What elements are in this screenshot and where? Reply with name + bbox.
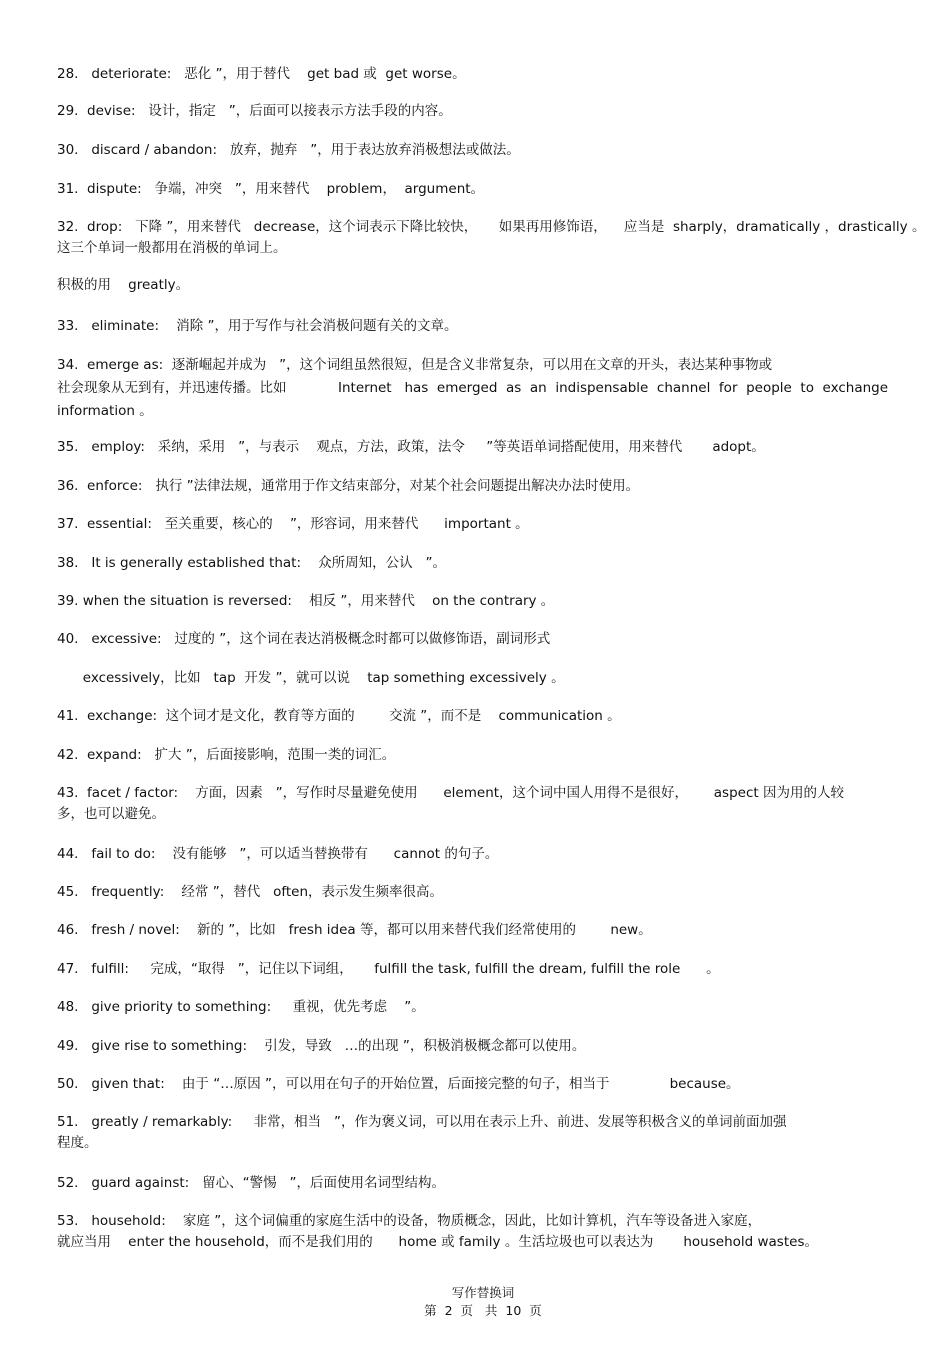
entry-item <box>57 844 907 865</box>
entry-line: information 。 <box>57 403 153 419</box>
entry-line: 47. fulfill: 完成，“取得 ”，记住以下词组， fulfill the task, fulfill the dream, fulfill the role 。 <box>57 961 720 977</box>
entry-item <box>57 553 907 574</box>
entry-item <box>57 1112 907 1154</box>
entry-item <box>57 1036 907 1057</box>
entry-item <box>57 217 926 259</box>
entry-item <box>57 783 907 825</box>
entry-item <box>57 591 907 612</box>
entry-line: 38. It is generally established that: 众所周知，公认 ”。 <box>57 555 447 571</box>
entry-line: 37. essential: 至关重要，核心的 ”，形容词，用来替代 important 。 <box>57 516 529 532</box>
entry-line: 程度。 <box>57 1135 98 1151</box>
entry-item <box>57 1074 907 1095</box>
entry-line: 52. guard against: 留心、“警惕 ”，后面使用名词型结构。 <box>57 1175 445 1191</box>
entry-item <box>57 1211 907 1253</box>
entry-line: 就应当用 enter the household，而不是我们用的 home 或 family 。生活垃圾也可以表达为 household wastes。 <box>57 1234 818 1250</box>
footer-title: 写作替换词 <box>451 1285 515 1300</box>
entry-item <box>57 668 907 689</box>
entry-line: 30. discard / abandon: 放弃，抛弃 ”，用于表达放弃消极想法或做法。 <box>57 142 520 158</box>
entry-item <box>57 275 907 296</box>
entry-line: 36. enforce: 执行 ”法律法规，通常用于作文结束部分，对某个社会问题提出解决办法时使用。 <box>57 478 640 494</box>
entry-line: 51. greatly / remarkably: 非常，相当 ”，作为褒义词，可以用在表示上升、前进、发展等积极含义的单词前面加强 <box>57 1114 787 1130</box>
entry-line: 43. facet / factor: 方面，因素 ”，写作时尽量避免使用 element，这个词中国人用得不是很好， aspect 因为用的人较 <box>57 785 844 801</box>
entry-line: 44. fail to do: 没有能够 ”，可以适当替换带有 cannot 的句子。 <box>57 846 499 862</box>
entry-item <box>57 882 907 903</box>
entry-line: 34. emerge as: 逐渐崛起并成为 ”，这个词组虽然很短，但是含义非常复杂，可以用在文章的开头，表达某种事物或 <box>57 357 773 373</box>
entry-item <box>57 179 907 200</box>
entry-item <box>57 745 907 766</box>
entry-line: 48. give priority to something: 重视，优先考虑 ”。 <box>57 999 425 1015</box>
entry-line: 53. household: 家庭 ”，这个词偏重的家庭生活中的设备，物质概念，因此，比如计算机，汽车等设备进入家庭， <box>57 1213 762 1229</box>
entry-line: 32. drop: 下降 ”，用来替代 decrease，这个词表示下降比较快， 如果再用修饰语， 应当是 sharply，dramatically ，drastically 。 <box>57 219 926 235</box>
entry-item <box>57 476 907 497</box>
entry-line: 39. when the situation is reversed: 相反 ”，用来替代 on the contrary 。 <box>57 593 555 609</box>
entry-item <box>57 920 907 941</box>
entry-item <box>57 706 907 727</box>
entry-line: 社会现象从无到有，并迅速传播。比如 Internet has emerged as an indispensable channel for people to exchange <box>57 380 889 396</box>
entry-line: 45. frequently: 经常 ”，替代 often，表示发生频率很高。 <box>57 884 443 900</box>
entry-line: 41. exchange: 这个词才是文化，教育等方面的 交流 ”，而不是 communication 。 <box>57 708 621 724</box>
entry-line: 40. excessive: 过度的 ”，这个词在表达消极概念时都可以做修饰语，副词形式 <box>57 631 551 647</box>
entry-item <box>57 997 907 1018</box>
entry-line: 35. employ: 采纳，采用 ”，与表示 观点，方法，政策，法令 ”等英语单词搭配使用，用来替代 adopt。 <box>57 439 765 455</box>
entry-line: 31. dispute: 争端，冲突 ”，用来替代 problem， argument。 <box>57 181 485 197</box>
entry-item <box>57 64 907 85</box>
entry-line: 多，也可以避免。 <box>57 806 165 822</box>
entry-line: 46. fresh / novel: 新的 ”，比如 fresh idea 等，都可以用来替代我们经常使用的 new。 <box>57 922 652 938</box>
page-footer <box>0 1268 950 1334</box>
entry-line: 50. given that: 由于 “…原因 ”，可以用在句子的开始位置，后面接完整的句子，相当于 because。 <box>57 1076 740 1092</box>
entry-item <box>57 437 907 458</box>
entry-line: excessively，比如 tap 开发 ”，就可以说 tap something excessively 。 <box>57 670 565 686</box>
entry-line: 42. expand: 扩大 ”，后面接影响，范围一类的词汇。 <box>57 747 396 763</box>
entry-item <box>57 514 907 535</box>
entry-item <box>57 101 907 122</box>
entry-line: 29. devise: 设计，指定 ”，后面可以接表示方法手段的内容。 <box>57 103 452 119</box>
entry-line: 这三个单词一般都用在消极的单词上。 <box>57 240 287 256</box>
entry-item <box>57 316 907 337</box>
entry-item <box>57 355 907 422</box>
entry-line: 28. deteriorate: 恶化 ”，用于替代 get bad 或 get worse。 <box>57 66 466 82</box>
entry-item <box>57 1173 907 1194</box>
entry-line: 33. eliminate: 消除 ”，用于写作与社会消极问题有关的文章。 <box>57 318 458 334</box>
entry-line: 积极的用 greatly。 <box>57 277 190 293</box>
entry-item <box>57 140 907 161</box>
entry-item <box>57 629 907 650</box>
footer-page-info: 第 2 页 共 10 页 <box>424 1303 542 1318</box>
entry-item <box>57 959 907 980</box>
entry-line: 49. give rise to something: 引发，导致 …的出现 ”，积极消极概念都可以使用。 <box>57 1038 586 1054</box>
